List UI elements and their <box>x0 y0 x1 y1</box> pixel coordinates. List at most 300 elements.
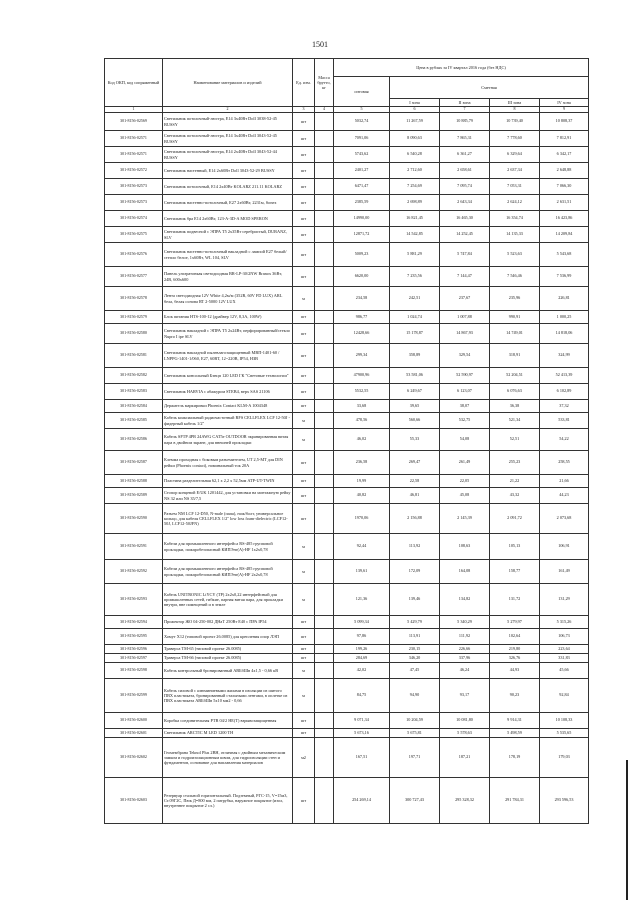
row-price-wholesale: 6620,00 <box>334 267 390 287</box>
table-row <box>105 195 589 211</box>
row-unit: шт <box>293 324 315 344</box>
row-price-wholesale: 5 099,34 <box>334 616 390 629</box>
header-name: Наименование материалов и изделий <box>163 59 293 107</box>
row-mass <box>315 163 334 179</box>
row-price-zone-2: 5 340,29 <box>440 616 490 629</box>
row-price-zone-4: 16 423,86 <box>540 211 589 227</box>
row-code: 301-8156-02593 <box>105 584 163 616</box>
column-index: 6 <box>390 107 440 113</box>
row-price-zone-2: 2 145,39 <box>440 504 490 534</box>
row-price-zone-3: 5 523,63 <box>490 243 540 267</box>
row-price-zone-3: 6 076,63 <box>490 384 540 400</box>
row-unit: шт <box>293 179 315 195</box>
row-price-wholesale: 5743,62 <box>334 147 390 163</box>
row-code: 301-8156-02596 <box>105 645 163 654</box>
row-price-zone-2: 10 081,80 <box>440 713 490 729</box>
row-price-zone-1: 300 727,43 <box>390 778 440 824</box>
table-row <box>105 629 589 645</box>
table-row <box>105 287 589 311</box>
table-row <box>105 179 589 195</box>
row-price-zone-2: 1 007,88 <box>440 311 490 324</box>
row-price-wholesale: 986,77 <box>334 311 390 324</box>
price-table-container <box>104 58 588 824</box>
table-row <box>105 227 589 243</box>
row-name: Кабель коаксиальный радиочастотный RFS CELLFLEX LCF 12-50J - фидерный кабель 1/2" <box>163 413 293 429</box>
row-price-zone-2: 2 643,34 <box>440 195 490 211</box>
table-row <box>105 504 589 534</box>
row-name: Светильник настенно-потолочный, E27 2х60Вт, 2231м, Sonex <box>163 195 293 211</box>
row-code: 301-8156-02600 <box>105 713 163 729</box>
row-code: 301-8156-02574 <box>105 211 163 227</box>
table-row <box>105 324 589 344</box>
row-mass <box>315 243 334 267</box>
row-unit: шт <box>293 195 315 211</box>
row-mass <box>315 629 334 645</box>
row-code: 301-8156-02601 <box>105 729 163 738</box>
row-price-wholesale: 139,61 <box>334 560 390 584</box>
row-price-zone-1: 230,15 <box>390 645 440 654</box>
row-mass <box>315 616 334 629</box>
row-price-zone-2: 52 590,97 <box>440 368 490 384</box>
row-price-zone-1: 269,47 <box>390 451 440 475</box>
row-price-zone-2: 6 123,07 <box>440 384 490 400</box>
row-code: 301-8156-02585 <box>105 413 163 429</box>
row-mass <box>315 504 334 534</box>
row-mass <box>315 488 334 504</box>
row-name: Светильник накладной с ЭПРА T5 2х24Вт, перфорированный/стекло Nupro I ipe SLV <box>163 324 293 344</box>
table-row <box>105 113 589 131</box>
row-price-wholesale: 5 673,16 <box>334 729 390 738</box>
row-code: 301-8156-02573 <box>105 179 163 195</box>
row-mass <box>315 654 334 663</box>
row-price-zone-1: 22,58 <box>390 475 440 488</box>
row-price-zone-2: 237,67 <box>440 287 490 311</box>
row-name: Кабель UNITRONIC LiYCY (TP) 2х2х0,22 интерфейсный для промышленных сетей, гибкие, парная витая пара, для прокладки внутри, вне помещений и в земле <box>163 584 293 616</box>
row-price-zone-4: 10 108,33 <box>540 713 589 729</box>
row-price-zone-1: 560,66 <box>390 413 440 429</box>
row-price-zone-4: 258,55 <box>540 451 589 475</box>
row-code: 301-8156-02572 <box>105 163 163 179</box>
row-name: Держатель маркировки Phoenix Contact KLM-A 1004348 <box>163 400 293 413</box>
row-code: 301-8156-02578 <box>105 287 163 311</box>
row-name: Кабель SFTP 4PR 24AWG CAT5e OUTDOOR экранированная витая пара в двойном экране, для внешней прокладки <box>163 429 293 451</box>
row-name: Лента светодиодная 12V White 4,2м/м (352R, 60V FD LUX) ARL бела, белая основа RT 2-5000 12V LUX <box>163 287 293 311</box>
column-index: 8 <box>490 107 540 113</box>
row-price-zone-1: 46,81 <box>390 488 440 504</box>
row-price-zone-3: 102,64 <box>490 629 540 645</box>
header-including: Сметная <box>390 77 589 99</box>
row-price-zone-4: 5 535,65 <box>540 729 589 738</box>
row-name: Стопор концевой E/UK 1201442, для установки на монтажную рейку NS 32 или NS 35/7,5 <box>163 488 293 504</box>
row-code: 301-8156-02598 <box>105 663 163 679</box>
header-mass: Масса брутто, кг <box>315 59 334 107</box>
row-code: 301-8156-02584 <box>105 400 163 413</box>
table-row <box>105 584 589 616</box>
row-mass <box>315 113 334 131</box>
row-price-zone-1: 2 156,88 <box>390 504 440 534</box>
row-price-zone-1: 5 675,81 <box>390 729 440 738</box>
row-price-zone-3: 178,19 <box>490 738 540 778</box>
row-price-zone-2: 5 747,84 <box>440 243 490 267</box>
row-price-zone-4: 5 315,26 <box>540 616 589 629</box>
row-code: 301-8156-02575 <box>105 227 163 243</box>
row-price-wholesale: 234,58 <box>334 287 390 311</box>
row-price-zone-4: 5 543,68 <box>540 243 589 267</box>
row-price-wholesale: 121,36 <box>334 584 390 616</box>
row-mass <box>315 400 334 413</box>
header-zone-2: II зона <box>440 99 490 107</box>
row-price-zone-2: 337,96 <box>440 654 490 663</box>
row-code: 301-8156-02587 <box>105 451 163 475</box>
row-price-zone-3: 7 053,31 <box>490 179 540 195</box>
row-price-zone-2: 10 885,79 <box>440 113 490 131</box>
row-price-zone-3: 36,38 <box>490 400 540 413</box>
row-price-zone-2: 329,54 <box>440 344 490 368</box>
row-price-zone-1: 113,91 <box>390 629 440 645</box>
column-index: 1 <box>105 107 163 113</box>
row-name: Светильник ARCTIC M LED 1200 TH <box>163 729 293 738</box>
row-unit: шт <box>293 488 315 504</box>
row-price-zone-3: 521,34 <box>490 413 540 429</box>
row-code: 301-8156-02583 <box>105 384 163 400</box>
row-mass <box>315 429 334 451</box>
row-unit: шт <box>293 227 315 243</box>
row-unit: м <box>293 429 315 451</box>
row-price-zone-2: 7 144,47 <box>440 267 490 287</box>
row-unit: м <box>293 584 315 616</box>
row-price-zone-4: 6 342,17 <box>540 147 589 163</box>
row-mass <box>315 384 334 400</box>
row-unit: шт <box>293 475 315 488</box>
row-name: Клемма проходная с боковым разъемителем, UT 2,5-MT для DIN рейки (Phoenix contact), номинальный ток 20А <box>163 451 293 475</box>
row-price-zone-4: 533,81 <box>540 413 589 429</box>
row-mass <box>315 267 334 287</box>
row-unit: шт <box>293 211 315 227</box>
table-row <box>105 311 589 324</box>
row-mass <box>315 131 334 147</box>
row-price-zone-2: 38,07 <box>440 400 490 413</box>
row-name: Кабели для промышленного интерфейса RS-485 групповой прокладки, пожаробезопасный КИПЭнг(А)-HF 1х2х0,78 <box>163 534 293 560</box>
column-index: 5 <box>334 107 390 113</box>
row-price-zone-1: 5 881,29 <box>390 243 440 267</box>
row-mass <box>315 344 334 368</box>
page-number: 1501 <box>312 40 328 49</box>
row-price-wholesale: 478,56 <box>334 413 390 429</box>
row-name: Светильник подвесной с ЭПРА T5 2х35Вт серебристый, DURANZ, SLV <box>163 227 293 243</box>
table-row <box>105 413 589 429</box>
row-price-wholesale: 14990,00 <box>334 211 390 227</box>
row-price-zone-4: 14 818,06 <box>540 324 589 344</box>
row-price-wholesale: 2401,27 <box>334 163 390 179</box>
row-unit: шт <box>293 147 315 163</box>
row-unit: шт <box>293 267 315 287</box>
table-row <box>105 147 589 163</box>
row-price-zone-2: 111,92 <box>440 629 490 645</box>
row-price-zone-3: 9 914,31 <box>490 713 540 729</box>
row-mass <box>315 147 334 163</box>
table-row <box>105 475 589 488</box>
row-price-wholesale: 97,86 <box>334 629 390 645</box>
header-price: Цена в рублях за IV квартал 2016 года (без НДС) <box>334 59 589 77</box>
row-name: Хомут Х12 (типовой проект 26.0085) для крепления опор ЛЭП <box>163 629 293 645</box>
row-price-wholesale: 42,02 <box>334 663 390 679</box>
row-price-wholesale: 167,51 <box>334 738 390 778</box>
row-price-zone-1: 14 542,85 <box>390 227 440 243</box>
row-mass <box>315 663 334 679</box>
table-row <box>105 663 589 679</box>
row-price-zone-2: 93,17 <box>440 679 490 713</box>
row-code: 301-8156-02576 <box>105 243 163 267</box>
table-row <box>105 645 589 654</box>
row-price-zone-4: 37,32 <box>540 400 589 413</box>
row-code: 301-8156-02591 <box>105 534 163 560</box>
row-price-zone-1: 15 178,87 <box>390 324 440 344</box>
row-mass <box>315 713 334 729</box>
row-price-zone-4: 14 209,84 <box>540 227 589 243</box>
row-price-wholesale: 5532,55 <box>334 384 390 400</box>
row-name: Светильник HARVIA с абажуром STEB4, верх SAS 21106 <box>163 384 293 400</box>
row-unit: м <box>293 679 315 713</box>
row-name: Панель ультратонкая светодиодная BR-LP-30/2NW Branox 36Вт, 24В, 600х600 <box>163 267 293 287</box>
row-mass <box>315 179 334 195</box>
row-price-zone-3: 2 091,72 <box>490 504 540 534</box>
row-price-zone-3: 43,32 <box>490 488 540 504</box>
row-mass <box>315 679 334 713</box>
row-price-zone-3: 318,91 <box>490 344 540 368</box>
row-price-zone-2: 226,66 <box>440 645 490 654</box>
row-price-zone-2: 45,08 <box>440 488 490 504</box>
row-unit: шт <box>293 451 315 475</box>
row-price-zone-1: 47,45 <box>390 663 440 679</box>
row-price-zone-1: 172,09 <box>390 560 440 584</box>
row-price-wholesale: 299,34 <box>334 344 390 368</box>
row-price-zone-3: 7 778,60 <box>490 131 540 147</box>
row-unit: шт <box>293 645 315 654</box>
header-unit: Ед. изм. <box>293 59 315 107</box>
table-row <box>105 713 589 729</box>
column-index: 2 <box>163 107 293 113</box>
row-unit: м <box>293 534 315 560</box>
row-price-wholesale: 33,68 <box>334 400 390 413</box>
row-mass <box>315 738 334 778</box>
row-price-zone-4: 45,66 <box>540 663 589 679</box>
row-price-zone-3: 2 624,12 <box>490 195 540 211</box>
row-name: Светильник потолочный-люстра, E14 3х40Вт Doll 3043-52-45 BUSSY <box>163 131 293 147</box>
row-price-zone-2: 134,82 <box>440 584 490 616</box>
row-price-zone-4: 7 536,99 <box>540 267 589 287</box>
row-price-zone-1: 94,90 <box>390 679 440 713</box>
row-price-wholesale: 9 071,34 <box>334 713 390 729</box>
row-price-zone-2: 16 465,30 <box>440 211 490 227</box>
column-index: 4 <box>315 107 334 113</box>
row-mass <box>315 560 334 584</box>
row-price-wholesale: 84,75 <box>334 679 390 713</box>
row-price-zone-1: 1 024,74 <box>390 311 440 324</box>
row-price-wholesale: 19,99 <box>334 475 390 488</box>
row-name: Светильник бра E14 2х60Вт, 123-А-3D-A MOD SPERON <box>163 211 293 227</box>
row-mass <box>315 584 334 616</box>
header-zone-3: III зона <box>490 99 540 107</box>
row-name: Разъем NM LCF 12-D50, N-male (папа), нож/болт, универсальное кольцо, для кабеля CELLFLEX 1/2" low loss foam-dielectric (LCF12-50J, LCF12-50JFN) <box>163 504 293 534</box>
row-price-zone-3: 14 749,01 <box>490 324 540 344</box>
row-code: 301-8156-02573 <box>105 195 163 211</box>
table-row <box>105 211 589 227</box>
row-price-zone-2: 261,49 <box>440 451 490 475</box>
row-price-zone-2: 187,21 <box>440 738 490 778</box>
row-code: 301-8156-02592 <box>105 560 163 584</box>
row-unit: шт <box>293 368 315 384</box>
row-unit: шт <box>293 504 315 534</box>
row-price-zone-4: 10 808,37 <box>540 113 589 131</box>
row-price-zone-2: 295 328,32 <box>440 778 490 824</box>
row-price-zone-1: 16 821,45 <box>390 211 440 227</box>
column-index: 3 <box>293 107 315 113</box>
row-price-zone-1: 197,71 <box>390 738 440 778</box>
row-price-zone-3: 291 784,31 <box>490 778 540 824</box>
table-row <box>105 488 589 504</box>
row-price-zone-3: 10 739,40 <box>490 113 540 131</box>
row-code: 301-8156-02580 <box>105 324 163 344</box>
scan-edge-mark <box>626 760 628 900</box>
row-price-wholesale: 2385,59 <box>334 195 390 211</box>
row-name: Траверса ТМ-66 (типовой проект 26.0085) <box>163 654 293 663</box>
row-price-zone-1: 5 429,79 <box>390 616 440 629</box>
row-price-zone-3: 131,72 <box>490 584 540 616</box>
row-price-zone-2: 46,24 <box>440 663 490 679</box>
row-price-zone-2: 7 095,74 <box>440 179 490 195</box>
row-price-zone-1: 346,20 <box>390 654 440 663</box>
row-price-zone-1: 6 540,28 <box>390 147 440 163</box>
row-price-zone-3: 7 546,46 <box>490 267 540 287</box>
table-body <box>105 113 589 824</box>
row-name: Светильник потолочный-люстра, E14 3х40Вт Doll 3038-52-45 BUSSY <box>163 113 293 131</box>
row-price-zone-2: 6 361,27 <box>440 147 490 163</box>
row-price-zone-4: 179,03 <box>540 738 589 778</box>
row-price-wholesale: 5009,23 <box>334 243 390 267</box>
row-price-zone-4: 21,66 <box>540 475 589 488</box>
row-unit: шт <box>293 163 315 179</box>
row-code: 301-8156-02569 <box>105 113 163 131</box>
row-name: Кабель силовой с алюминиевыми жилами в изоляции из шитого ПВХ пластиката, бронированный стальными лентами, в оплетке из ПВХ пластиката АВБбШв 5х10 мм2 - 0,66 <box>163 679 293 713</box>
row-name: Светильник настенный, E14 2х60Вт Doll 3043-52-29 BUSSY <box>163 163 293 179</box>
row-price-zone-2: 5 578,63 <box>440 729 490 738</box>
table-row <box>105 738 589 778</box>
row-price-zone-3: 44,93 <box>490 663 540 679</box>
row-price-zone-3: 235,96 <box>490 287 540 311</box>
row-price-zone-3: 158,77 <box>490 560 540 584</box>
table-row <box>105 679 589 713</box>
row-name: Кабели для промышленного интерфейса RS-485 групповой прокладки, пожаробезопасный КИПЭнг(А)-HF 2х2х0,78 <box>163 560 293 584</box>
row-code: 301-8156-02599 <box>105 679 163 713</box>
row-code: 301-8156-02602 <box>105 738 163 778</box>
row-name: Светильник консольный Бэнцп 120 LED ГК "Световые технологии" <box>163 368 293 384</box>
row-code: 301-8156-02590 <box>105 504 163 534</box>
row-price-zone-2: 54,08 <box>440 429 490 451</box>
row-price-zone-4: 52 413,39 <box>540 368 589 384</box>
row-name: Блок питания HTS-100-12 (драйвер 12V, 8,3А, 100W) <box>163 311 293 324</box>
table-row <box>105 451 589 475</box>
row-price-wholesale: 6471,47 <box>334 179 390 195</box>
row-mass <box>315 195 334 211</box>
row-name: Пластина разделительная 62,1 х 2,2 х 52,5мм ATP-UT-TWIN <box>163 475 293 488</box>
row-price-zone-4: 1 000,25 <box>540 311 589 324</box>
table-row <box>105 267 589 287</box>
row-name: Кабель контрольный бронированный АВБбШв 4х1,5 - 0,66 кВ <box>163 663 293 679</box>
row-price-zone-3: 5 498,59 <box>490 729 540 738</box>
table-row <box>105 534 589 560</box>
row-price-wholesale: 46,02 <box>334 429 390 451</box>
row-price-zone-2: 532,75 <box>440 413 490 429</box>
row-price-zone-4: 324,99 <box>540 344 589 368</box>
row-unit: шт <box>293 778 315 824</box>
row-price-wholesale: 12428,66 <box>334 324 390 344</box>
row-unit: м <box>293 663 315 679</box>
row-price-wholesale: 40,82 <box>334 488 390 504</box>
row-code: 301-8156-02571 <box>105 131 163 147</box>
row-price-zone-1: 39,65 <box>390 400 440 413</box>
row-mass <box>315 475 334 488</box>
table-row <box>105 163 589 179</box>
row-unit: шт <box>293 384 315 400</box>
header-wholesale: оптовая <box>334 77 390 107</box>
row-price-zone-4: 2 073,68 <box>540 504 589 534</box>
row-code: 301-8156-02597 <box>105 654 163 663</box>
row-price-zone-4: 2 648,88 <box>540 163 589 179</box>
row-price-zone-2: 7 865,31 <box>440 131 490 147</box>
row-name: Прожектор ЖО 04-250-002 ДНаТ 250Вт Е40 с ПРА IP54 <box>163 616 293 629</box>
row-price-zone-2: 14 867,93 <box>440 324 490 344</box>
table-row <box>105 400 589 413</box>
table-row <box>105 384 589 400</box>
row-price-zone-4: 7 812,91 <box>540 131 589 147</box>
row-price-wholesale: 7091,06 <box>334 131 390 147</box>
column-index: 7 <box>440 107 490 113</box>
row-price-zone-3: 326,76 <box>490 654 540 663</box>
row-price-zone-3: 990,91 <box>490 311 540 324</box>
row-mass <box>315 534 334 560</box>
table-row <box>105 654 589 663</box>
row-unit: шт <box>293 629 315 645</box>
row-price-zone-4: 106,91 <box>540 534 589 560</box>
row-price-zone-4: 44,23 <box>540 488 589 504</box>
table-row <box>105 778 589 824</box>
row-price-wholesale: 236,58 <box>334 451 390 475</box>
row-unit: шт <box>293 311 315 324</box>
row-mass <box>315 451 334 475</box>
row-name: Светильник потолочный-люстра, E14 2х40Вт Doll 3043-52-44 BUSSY <box>163 147 293 163</box>
row-price-zone-2: 164,08 <box>440 560 490 584</box>
row-price-zone-4: 106,73 <box>540 629 589 645</box>
row-price-zone-4: 223,64 <box>540 645 589 654</box>
row-mass <box>315 729 334 738</box>
table-row <box>105 729 589 738</box>
row-price-zone-3: 90,23 <box>490 679 540 713</box>
row-price-zone-1: 11 267,59 <box>390 113 440 131</box>
row-mass <box>315 778 334 824</box>
row-price-zone-1: 8 090,63 <box>390 131 440 147</box>
row-code: 301-8156-02571 <box>105 147 163 163</box>
row-price-zone-1: 7 235,56 <box>390 267 440 287</box>
column-index: 9 <box>540 107 589 113</box>
row-price-zone-1: 55,33 <box>390 429 440 451</box>
row-code: 301-8156-02581 <box>105 344 163 368</box>
row-mass <box>315 227 334 243</box>
row-price-zone-4: 131,29 <box>540 584 589 616</box>
header-zone-4: IV зона <box>540 99 589 107</box>
table-row <box>105 344 589 368</box>
row-name: Светильник накладной пылевлагозащищенный МВП-1401-60 / LNPPG-1401-1/060, E27, 60ВТ, 12~220В, IP54, НЗВ <box>163 344 293 368</box>
table-header <box>105 59 589 113</box>
